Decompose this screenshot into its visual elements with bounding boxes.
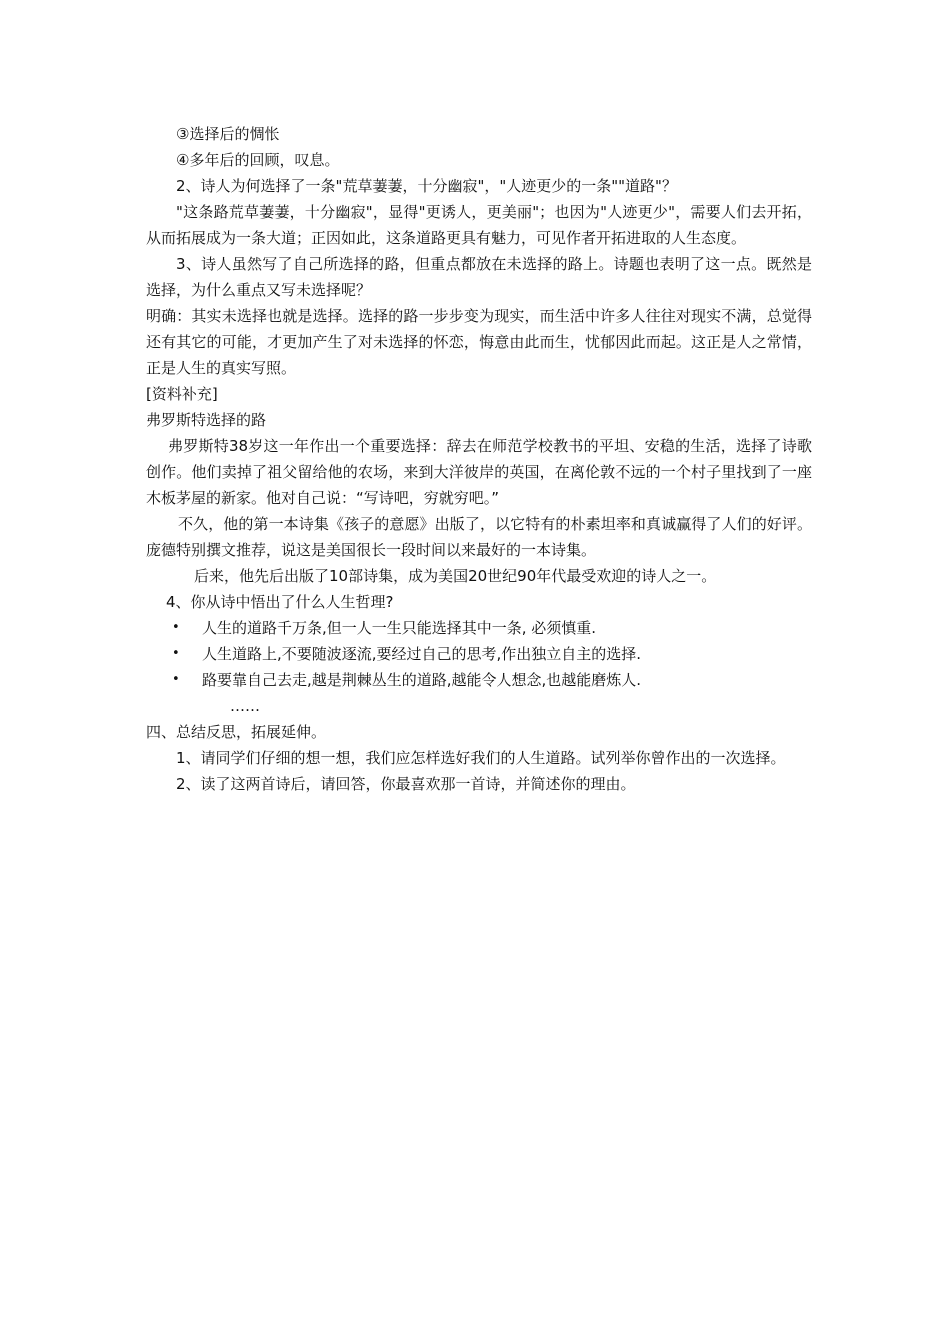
list-item-regret: ③选择后的惆怅 (176, 125, 280, 143)
list-item-text: 人生的道路千万条,但一人一生只能选择其中一条, 必须慎重. (202, 619, 597, 637)
bullet-icon: • (172, 620, 180, 635)
philosophy-list (146, 615, 812, 693)
list-item-text: 路要靠自己去走,越是荆棘丛生的道路,越能令人想念,也越能磨炼人. (202, 671, 642, 689)
list-item (146, 667, 812, 693)
answer-2: "这条路荒草萋萋，十分幽寂"，显得"更诱人，更美丽"；也因为"人迹更少"，需要人们去开拓，从而拓展成为一条大道；正因如此，这条道路更具有魅力，可见作者开拓进取的人生态度。 (146, 203, 812, 247)
list-item-text: 人生道路上,不要随波逐流,要经过自己的思考,作出独立自主的选择. (202, 645, 642, 663)
list-item-retrospect: ④多年后的回顾，叹息。 (176, 151, 340, 169)
question-2: 2、诗人为何选择了一条"荒草萋萋，十分幽寂"，"人迹更少的一条""道路"？ (176, 177, 677, 195)
supplement-heading: [资料补充] (146, 385, 218, 403)
supplement-paragraph-3: 后来，他先后出版了10部诗集，成为美国20世纪90年代最受欢迎的诗人之一。 (194, 567, 717, 585)
question-3: 3、诗人虽然写了自己所选择的路，但重点都放在未选择的路上。诗题也表明了这一点。既然是选择，为什么重点又写未选择呢？ (146, 255, 812, 299)
section-4-question-1: 1、请同学们仔细的想一想，我们应怎样选好我们的人生道路。试列举你曾作出的一次选择。 (176, 749, 786, 767)
bullet-icon: • (172, 646, 180, 661)
answer-3: 明确：其实未选择也就是选择。选择的路一步步变为现实，而生活中许多人往往对现实不满，总觉得还有其它的可能，才更加产生了对未选择的怀恋，悔意由此而生，忧郁因此而起。这正是人之常情，正是人生的真实写照。 (146, 307, 812, 377)
list-item (146, 641, 812, 667)
supplement-title: 弗罗斯特选择的路 (146, 411, 267, 429)
section-4-heading: 四、总结反思，拓展延伸。 (146, 723, 327, 741)
question-4: 4、你从诗中悟出了什么人生哲理? (166, 593, 394, 611)
bullet-icon: • (172, 672, 180, 687)
supplement-paragraph-1: 弗罗斯特38岁这一年作出一个重要选择：辞去在师范学校教书的平坦、安稳的生活，选择了诗歌创作。他们卖掉了祖父留给他的农场，来到大洋彼岸的英国，在离伦敦不远的一个村子里找到了一座木板茅屋的新家。他对自己说：“写诗吧，穷就穷吧。” (146, 437, 812, 507)
section-4-question-2: 2、读了这两首诗后，请回答，你最喜欢那一首诗，并简述你的理由。 (176, 775, 636, 793)
supplement-paragraph-2: 不久，他的第一本诗集《孩子的意愿》出版了，以它特有的朴素坦率和真诚赢得了人们的好评。庞德特别撰文推荐，说这是美国很长一段时间以来最好的一本诗集。 (146, 515, 812, 559)
document-page (146, 121, 812, 797)
ellipsis: …… (230, 697, 260, 715)
list-item (146, 615, 812, 641)
